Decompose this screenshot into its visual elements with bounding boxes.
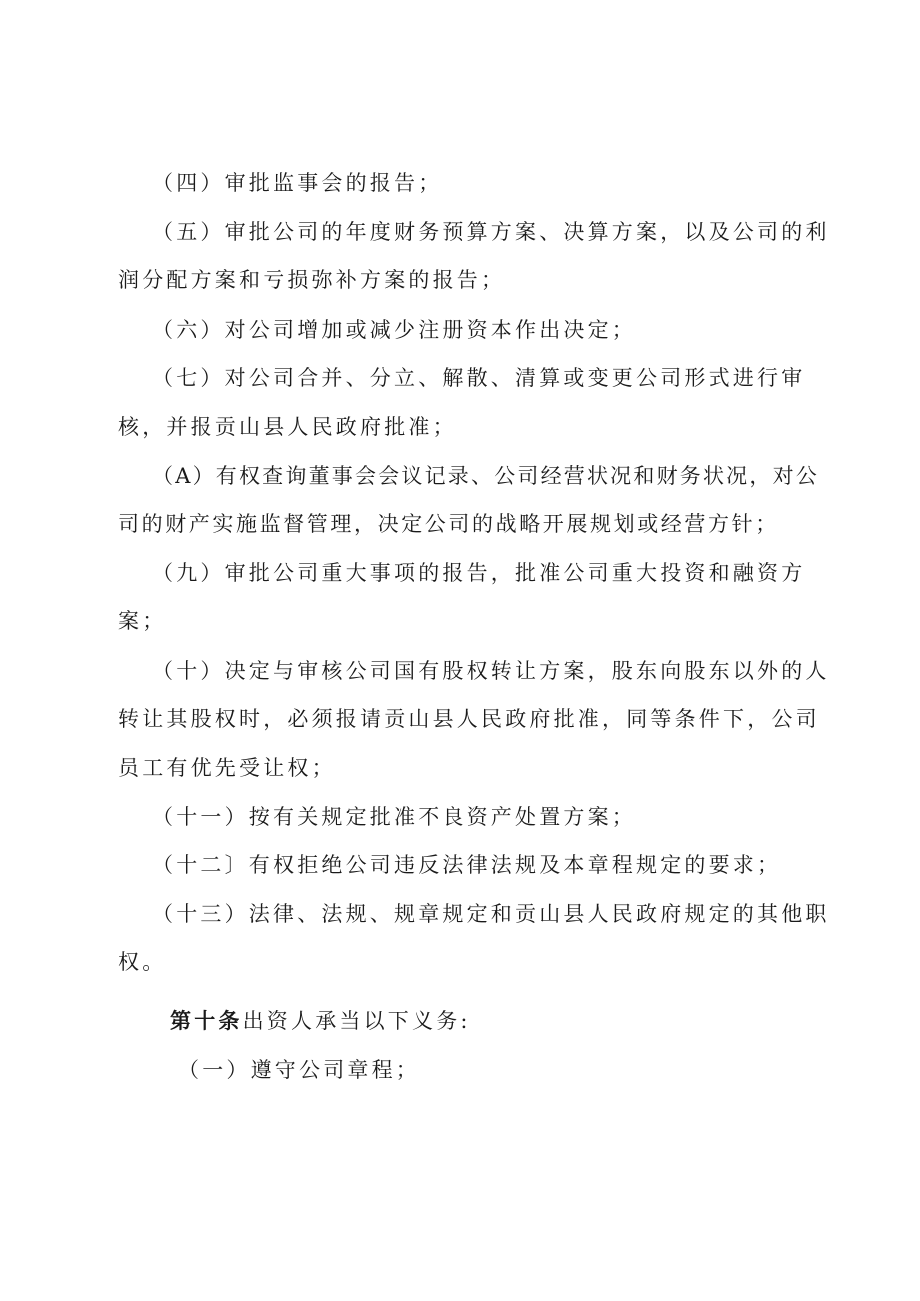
article-10 <box>170 1006 471 1036</box>
item-11: （十一）按有关规定批准不良资产处置方案； <box>152 805 636 829</box>
item-7-line-1: （七）对公司合并、分立、解散、清算或变更公司形式进行审 <box>152 366 806 390</box>
item-12: （十二〕有权拒绝公司违反法律法规及本章程规定的要求； <box>152 853 782 877</box>
item-9-line-2: 案； <box>118 609 167 633</box>
item-8-line-1: （A）有权查询董事会会议记录、公司经营状况和财务状况，对公 <box>152 464 819 488</box>
article-10-text: 出资人承当以下义务: <box>242 1009 471 1033</box>
item-10-line-3: 员工有优先受让权； <box>118 756 336 780</box>
item-10-line-1: （十）决定与审核公司国有股权转让方案，股东向股东以外的人 <box>152 659 830 683</box>
item-5-line-2: 润分配方案和亏损弥补方案的报告； <box>118 268 506 292</box>
item-7-line-2: 核，并报贡山县人民政府批准； <box>118 415 457 439</box>
item-6: （六）对公司增加或减少注册资本作出决定； <box>152 318 636 342</box>
item-8-line-2: 司的财产实施监督管理，决定公司的战略开展规划或经营方针； <box>118 512 779 536</box>
item-5-line-1: （五）审批公司的年度财务预算方案、决算方案，以及公司的利 <box>152 220 830 244</box>
item-9-line-1: （九）审批公司重大事项的报告，批准公司重大投资和融资方 <box>152 561 806 585</box>
item-13-line-2: 权。 <box>118 950 167 974</box>
duty-1: （一）遵守公司章程； <box>178 1058 420 1082</box>
item-10-line-2: 转让其股权时，必须报请贡山县人民政府批准，同等条件下，公司 <box>118 707 820 731</box>
item-13-line-1: （十三）法律、法规、规章规定和贡山县人民政府规定的其他职 <box>152 902 830 926</box>
article-10-label: 第十条 <box>170 1009 243 1033</box>
item-4: （四）审批监事会的报告； <box>152 171 443 195</box>
